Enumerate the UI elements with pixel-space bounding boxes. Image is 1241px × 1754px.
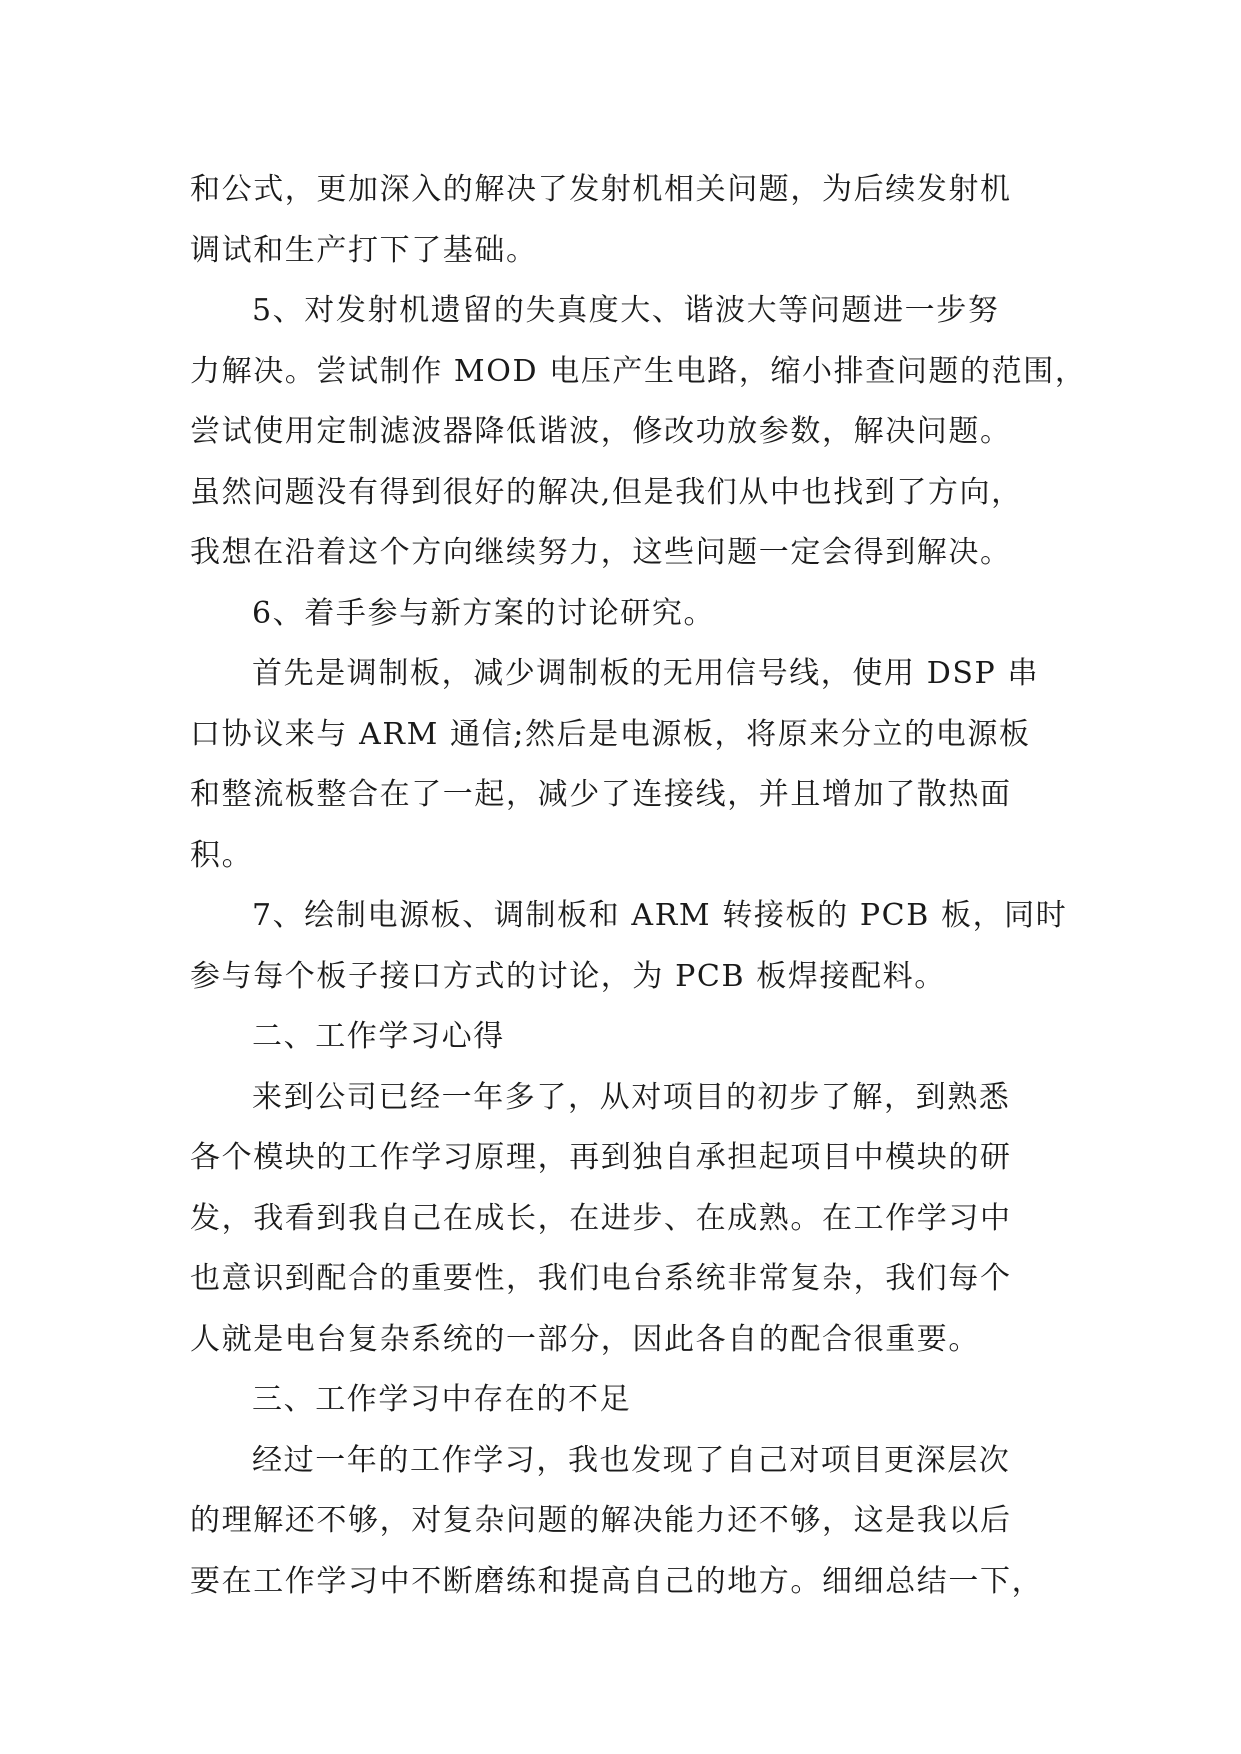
paragraph-start-line: 6、着手参与新方案的讨论研究。 (252, 595, 716, 631)
document-body (190, 160, 1087, 1612)
text-line: 参与每个板子接口方式的讨论，为 PCB 板焊接配料。 (190, 958, 946, 994)
paragraph-start-line: 5、对发射机遗留的失真度大、谐波大等问题进一步努 (252, 293, 1000, 328)
paragraph-start-line: 7、绘制电源板、调制板和 ARM 转接板的 PCB 板，同时 (252, 898, 1068, 933)
text-line: 也意识到配合的重要性，我们电台系统非常复杂，我们每个 (190, 1261, 1012, 1296)
paragraph-start-line: 来到公司已经一年多了，从对项目的初步了解，到熟悉 (252, 1079, 1011, 1115)
text-line: 发，我看到我自己在成长，在进步、在成熟。在工作学习中 (190, 1200, 1012, 1236)
text-line: 各个模块的工作学习原理，再到独自承担起项目中模块的研 (190, 1140, 1012, 1175)
text-line: 和公式，更加深入的解决了发射机相关问题，为后续发射机 (190, 172, 1012, 207)
text-line: 调试和生产打下了基础。 (190, 232, 538, 268)
text-line: 要在工作学习中不断磨练和提高自己的地方。细细总结一下， (190, 1563, 1044, 1599)
text-line: 积。 (190, 837, 254, 873)
text-line: 的理解还不够，对复杂问题的解决能力还不够，这是我以后 (190, 1503, 1012, 1538)
text-line: 人就是电台复杂系统的一部分，因此各自的配合很重要。 (190, 1321, 980, 1357)
section-heading: 二、工作学习心得 (252, 1019, 505, 1054)
section-heading: 三、工作学习中存在的不足 (252, 1382, 632, 1417)
text-line: 尝试使用定制滤波器降低谐波，修改功放参数，解决问题。 (190, 414, 1012, 449)
text-line: 我想在沿着这个方向继续努力，这些问题一定会得到解决。 (190, 535, 1012, 570)
text-line: 力解决。尝试制作 MOD 电压产生电路，缩小排查问题的范围， (190, 353, 1087, 389)
text-line: 和整流板整合在了一起，减少了连接线，并且增加了散热面 (190, 777, 1012, 812)
text-line: 虽然问题没有得到很好的解决,但是我们从中也找到了方向， (190, 474, 1023, 510)
paragraph-start-line: 经过一年的工作学习，我也发现了自己对项目更深层次 (252, 1442, 1011, 1478)
paragraph-start-line: 首先是调制板，减少调制板的无用信号线，使用 DSP 串 (252, 656, 1040, 691)
text-line: 口协议来与 ARM 通信;然后是电源板，将原来分立的电源板 (190, 716, 1031, 752)
